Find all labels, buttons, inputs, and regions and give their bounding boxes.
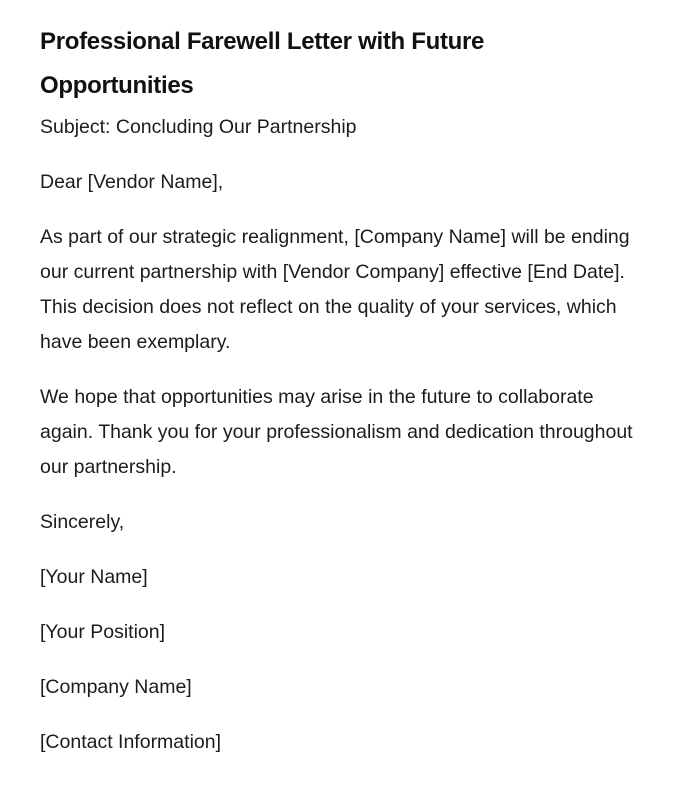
letter-document bbox=[40, 20, 640, 780]
letter-paragraph-1: As part of our strategic realignment, [Company Name] will be ending our current partnership with [Vendor Company] effective [End Date]. This decision does not reflect on the quality of your services, which have been exemplary. bbox=[40, 226, 630, 353]
signature-contact: [Contact Information] bbox=[40, 731, 222, 753]
letter-title: Professional Farewell Letter with Future Opportunities bbox=[40, 28, 485, 99]
letter-closing: Sincerely, bbox=[40, 511, 125, 533]
signature-company: [Company Name] bbox=[40, 676, 192, 698]
letter-subject: Subject: Concluding Our Partnership bbox=[40, 116, 357, 138]
letter-greeting: Dear [Vendor Name], bbox=[40, 171, 224, 193]
letter-paragraph-2: We hope that opportunities may arise in the future to collaborate again. Thank you for your professionalism and dedication throughout our partnership. bbox=[40, 386, 633, 478]
signature-position: [Your Position] bbox=[40, 621, 166, 643]
signature-name: [Your Name] bbox=[40, 566, 148, 588]
